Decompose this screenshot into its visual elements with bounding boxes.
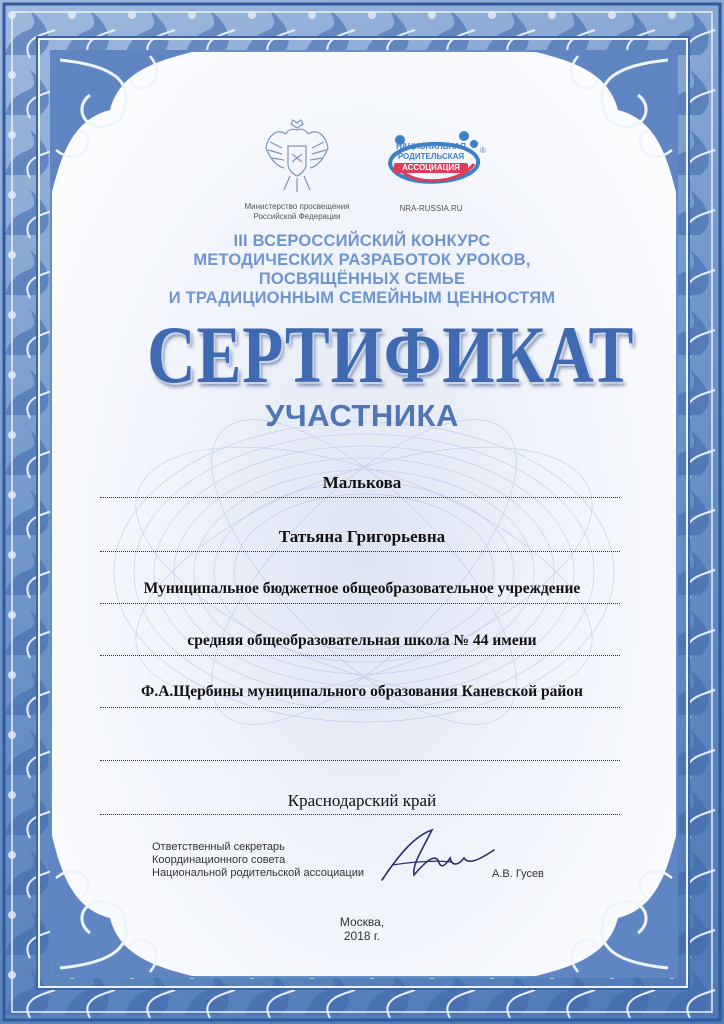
nra-logo-icon <box>378 126 488 198</box>
footer-year: 2018 г. <box>343 929 381 943</box>
dotted-line <box>100 603 620 604</box>
handwritten-signature <box>372 820 502 890</box>
recipient-name: Татьяна Григорьевна <box>278 527 446 546</box>
corner-ornament-top-right <box>528 50 678 200</box>
corner-ornament-bottom-right <box>528 828 678 978</box>
contest-title-line4: И ТРАДИЦИОННЫМ СЕМЕЙНЫМ ЦЕННОСТЯМ <box>168 289 556 307</box>
nra-logo-line1: НАЦИОНАЛЬНАЯ <box>396 142 466 151</box>
dotted-line <box>100 707 620 708</box>
dotted-line <box>100 497 620 498</box>
dotted-line <box>100 551 620 552</box>
signatory-role <box>152 841 382 880</box>
nra-website: NRA-RUSSIA.RU <box>399 204 463 213</box>
organization-line-1: Муниципальное бюджетное общеобразовательное учреждение <box>143 580 581 597</box>
region: Краснодарский край <box>287 791 437 810</box>
nra-logo-line2: РОДИТЕЛЬСКАЯ <box>397 152 465 161</box>
signatory-role-line3: Национальной родительской ассоциации <box>152 867 364 879</box>
ministry-caption: Министерство просвещения Российской Федерации <box>244 202 350 221</box>
contest-title <box>120 232 604 308</box>
nra-registered-mark: ® <box>480 146 486 155</box>
organization-line-2: средняя общеобразовательная школа № 44 имени <box>187 632 537 649</box>
nra-logo-line3: АССОЦИАЦИЯ <box>394 163 468 173</box>
contest-title-line3: ПОСВЯЩЁННЫХ СЕМЬЕ <box>258 270 466 288</box>
recipient-surname: Малькова <box>322 473 402 492</box>
organization-line-3: Ф.А.Щербины муниципального образования Каневской район <box>141 683 583 700</box>
footer-city: Москва, <box>339 915 385 929</box>
corner-ornament-top-left <box>50 50 200 200</box>
signatory-name: А.В. Гусев <box>492 868 544 880</box>
contest-title-line2: МЕТОДИЧЕСКИХ РАЗРАБОТОК УРОКОВ, <box>193 251 531 269</box>
certificate-panel <box>50 50 678 978</box>
signatory-role-line2: Координационного совета <box>152 854 286 866</box>
dotted-line <box>100 760 620 761</box>
dotted-line <box>100 814 620 815</box>
signatory-role-line1: Ответственный секретарь <box>152 841 285 853</box>
certificate-title: СЕРТИФИКАТ <box>147 309 635 400</box>
certificate-subtitle: УЧАСТНИКА <box>265 398 459 433</box>
coat-of-arms-icon <box>262 118 332 196</box>
contest-title-line1: III ВСЕРОССИЙСКИЙ КОНКУРС <box>233 232 491 250</box>
dotted-line <box>100 655 620 656</box>
